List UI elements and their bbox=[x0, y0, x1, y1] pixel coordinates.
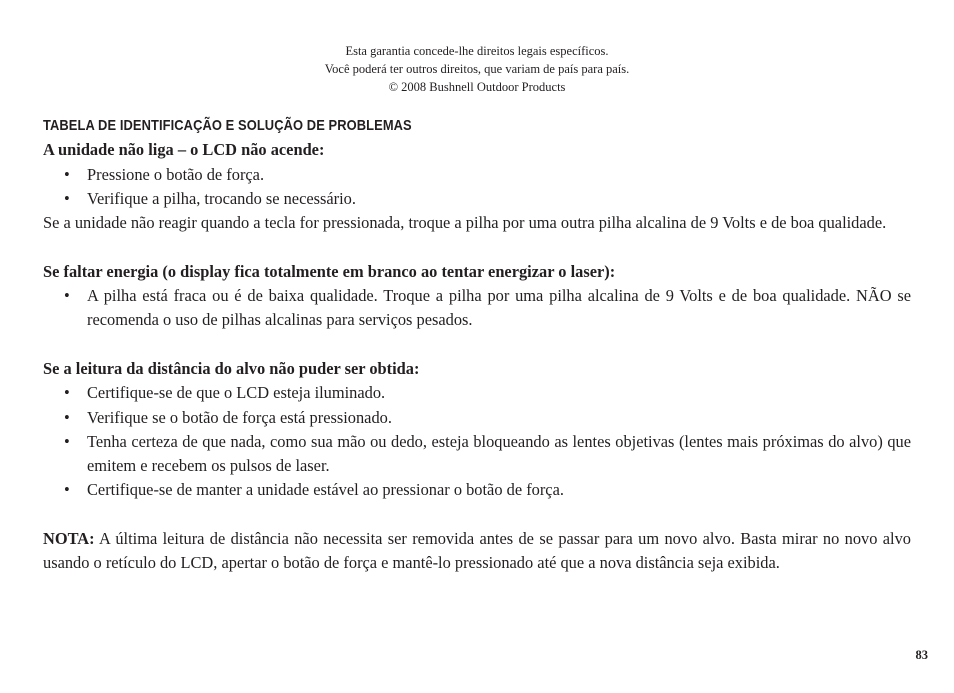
solution-list bbox=[43, 284, 911, 333]
note-paragraph bbox=[43, 527, 911, 576]
copyright-line: © 2008 Bushnell Outdoor Products bbox=[388, 80, 566, 94]
list-item-text: Certifique-se de que o LCD esteja iluminado. bbox=[87, 383, 386, 403]
list-item-text: A pilha está fraca ou é de baixa qualidade. Troque a pilha por uma pilha alcalina de 9 Volts e de boa qualidade. NÃO se recomenda o uso de pilhas alcalinas para serviços pesados. bbox=[87, 286, 911, 330]
list-item-text: Verifique se o botão de força está pressionado. bbox=[87, 407, 392, 427]
spacer bbox=[43, 333, 911, 357]
list-item-text: Pressione o botão de força. bbox=[87, 164, 265, 184]
problem-heading: Se a leitura da distância do alvo não puder ser obtida: bbox=[43, 358, 420, 378]
problem-heading: A unidade não liga – o LCD não acende: bbox=[43, 140, 325, 160]
list-item-text: Tenha certeza de que nada, como sua mão ou dedo, esteja bloqueando as lentes objetivas (lentes mais próximas do alvo) que emitem e recebem os pulsos de laser. bbox=[87, 431, 911, 476]
warranty-line: Você poderá ter outros direitos, que variam de país para país. bbox=[324, 62, 630, 76]
list-item-text: Verifique a pilha, trocando se necessário. bbox=[87, 188, 356, 208]
bullet-icon: • bbox=[64, 164, 70, 184]
bullet-icon: • bbox=[64, 188, 70, 208]
spacer bbox=[43, 503, 911, 527]
bullet-icon: • bbox=[64, 383, 70, 403]
bullet-icon: • bbox=[64, 480, 70, 500]
list-item bbox=[43, 187, 911, 211]
list-item bbox=[43, 478, 911, 502]
bullet-icon: • bbox=[64, 286, 70, 306]
list-item bbox=[43, 430, 911, 479]
warranty-line: Esta garantia concede-lhe direitos legais específicos. bbox=[345, 44, 609, 58]
solution-list bbox=[43, 381, 911, 502]
list-item bbox=[43, 163, 911, 187]
list-item-text: Certifique-se de manter a unidade estável ao pressionar o botão de força. bbox=[87, 480, 564, 500]
page-number: 83 bbox=[915, 648, 928, 662]
paragraph: Se a unidade não reagir quando a tecla for pressionada, troque a pilha por uma outra pilha alcalina de 9 Volts e de boa qualidade. bbox=[43, 213, 887, 233]
warranty-notice bbox=[0, 42, 954, 96]
troubleshooting-content bbox=[43, 114, 911, 576]
problem-heading: Se faltar energia (o display fica totalmente em branco ao tentar energizar o laser): bbox=[43, 261, 616, 281]
section-title: TABELA DE IDENTIFICAÇÃO E SOLUÇÃO DE PROBLEMAS bbox=[43, 117, 412, 134]
note-text: A última leitura de distância não necessita ser removida antes de se passar para um novo alvo. Basta mirar no novo alvo usando o retículo do LCD, apertar o botão de força e mantê-lo pressionado até que a nova distância seja exibida. bbox=[43, 529, 911, 573]
note-label: NOTA: bbox=[43, 529, 95, 549]
bullet-icon: • bbox=[64, 407, 70, 427]
list-item bbox=[43, 406, 911, 430]
bullet-icon: • bbox=[64, 431, 70, 451]
list-item bbox=[43, 381, 911, 405]
solution-list bbox=[43, 163, 911, 212]
list-item bbox=[43, 284, 911, 333]
spacer bbox=[43, 235, 911, 259]
